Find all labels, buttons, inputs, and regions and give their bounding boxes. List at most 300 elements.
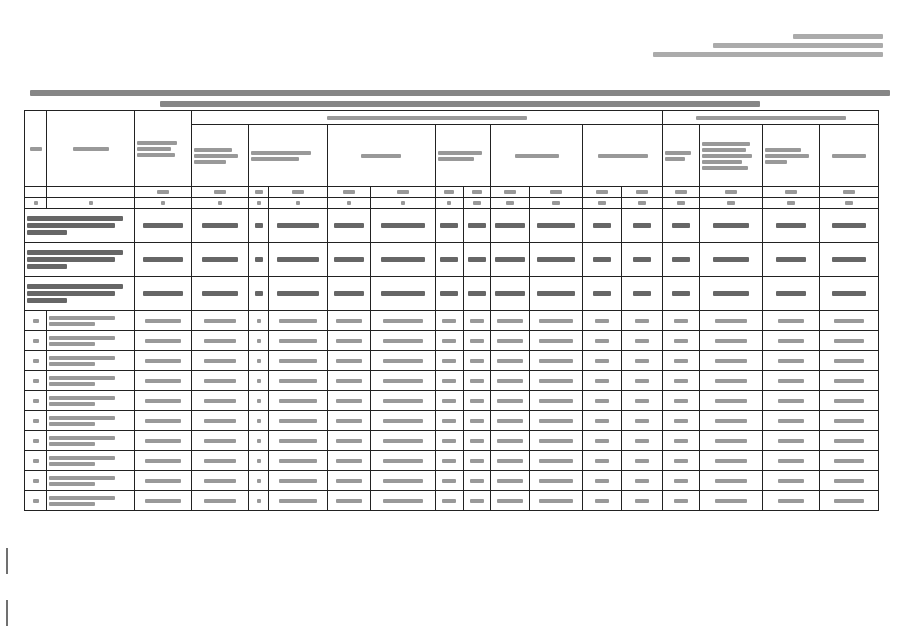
- total-value-cell: [436, 277, 464, 311]
- value-cell: [191, 411, 248, 431]
- group-header: [663, 111, 879, 125]
- column-label: [832, 154, 866, 158]
- total-value: [202, 223, 238, 228]
- unit-cell: [819, 187, 878, 198]
- value-cell: [248, 371, 268, 391]
- row-number-cell: [25, 331, 47, 351]
- cell-value: [204, 459, 236, 463]
- value-cell: [370, 451, 435, 471]
- column-number: [463, 198, 491, 209]
- unit-label: [636, 190, 648, 194]
- total-value-cell: [191, 243, 248, 277]
- total-value: [593, 223, 611, 228]
- value-cell: [135, 491, 191, 511]
- total-value: [633, 291, 651, 296]
- value-cell: [370, 391, 435, 411]
- cell-value: [145, 319, 181, 323]
- unit-label: [675, 190, 687, 194]
- total-value: [202, 291, 238, 296]
- cell-value: [674, 359, 688, 363]
- cell-value: [635, 479, 649, 483]
- value-cell: [530, 351, 583, 371]
- total-value-cell: [530, 277, 583, 311]
- cell-value: [336, 499, 362, 503]
- cell-value: [204, 339, 236, 343]
- value-cell: [370, 351, 435, 371]
- column-header: [436, 125, 491, 187]
- unit-cell: [47, 187, 135, 198]
- total-value-cell: [622, 209, 663, 243]
- total-row: [25, 277, 879, 311]
- unit-cell: [463, 187, 491, 198]
- cell-value: [470, 359, 484, 363]
- cell-value: [834, 419, 864, 423]
- cell-value: [635, 359, 649, 363]
- address-value: [49, 456, 115, 460]
- row-number-cell: [25, 471, 47, 491]
- total-value: [381, 223, 425, 228]
- total-value-cell: [622, 277, 663, 311]
- cell-value: [674, 419, 688, 423]
- value-cell: [819, 491, 878, 511]
- value-cell: [583, 391, 622, 411]
- value-cell: [699, 351, 762, 371]
- address-cell: [47, 471, 135, 491]
- cell-value: [279, 479, 317, 483]
- total-value: [537, 291, 575, 296]
- value-cell: [269, 471, 327, 491]
- value-cell: [135, 391, 191, 411]
- cell-value: [497, 339, 523, 343]
- value-cell: [530, 471, 583, 491]
- value-cell: [763, 431, 819, 451]
- unit-cell: [191, 187, 248, 198]
- value-cell: [699, 451, 762, 471]
- cell-value: [539, 319, 573, 323]
- row-number: [33, 419, 39, 423]
- cell-value: [715, 479, 747, 483]
- value-cell: [269, 491, 327, 511]
- value-cell: [622, 491, 663, 511]
- cell-value: [470, 419, 484, 423]
- cell-value: [204, 439, 236, 443]
- cell-value: [470, 479, 484, 483]
- value-cell: [436, 331, 464, 351]
- total-label: [27, 284, 123, 289]
- cell-value: [257, 399, 261, 403]
- total-value: [277, 257, 319, 262]
- value-cell: [763, 471, 819, 491]
- cell-value: [715, 499, 747, 503]
- cell-value: [442, 319, 456, 323]
- unit-label: [725, 190, 737, 194]
- value-cell: [491, 331, 530, 351]
- column-number: [135, 198, 191, 209]
- table-row: [25, 471, 879, 491]
- value-cell: [622, 391, 663, 411]
- column-number: [47, 198, 135, 209]
- cell-value: [383, 439, 423, 443]
- value-cell: [819, 451, 878, 471]
- total-value: [440, 291, 458, 296]
- cell-value: [778, 479, 804, 483]
- value-cell: [370, 371, 435, 391]
- cell-value: [279, 319, 317, 323]
- value-cell: [663, 311, 700, 331]
- total-label-cell: [25, 277, 135, 311]
- total-value-cell: [819, 277, 878, 311]
- total-value-cell: [530, 243, 583, 277]
- cell-value: [497, 399, 523, 403]
- column-header: [699, 125, 762, 187]
- table-row: [25, 451, 879, 471]
- value-cell: [463, 331, 491, 351]
- column-header: [47, 111, 135, 187]
- column-label: [361, 154, 401, 158]
- total-value: [593, 291, 611, 296]
- group-header: [191, 111, 662, 125]
- row-number: [33, 319, 39, 323]
- column-number: [819, 198, 878, 209]
- column-header: [763, 125, 819, 187]
- address-value: [49, 416, 115, 420]
- total-value: [495, 257, 525, 262]
- total-value-cell: [269, 277, 327, 311]
- cell-value: [257, 479, 261, 483]
- value-cell: [191, 371, 248, 391]
- cell-value: [497, 439, 523, 443]
- value-cell: [583, 491, 622, 511]
- total-value-cell: [763, 277, 819, 311]
- cell-value: [497, 499, 523, 503]
- value-cell: [135, 451, 191, 471]
- unit-cell: [530, 187, 583, 198]
- cell-value: [279, 359, 317, 363]
- column-header: [819, 125, 878, 187]
- value-cell: [191, 351, 248, 371]
- row-number-cell: [25, 431, 47, 451]
- address-value: [49, 376, 115, 380]
- total-value-cell: [819, 209, 878, 243]
- address-cell: [47, 391, 135, 411]
- cell-value: [383, 419, 423, 423]
- table-row: [25, 311, 879, 331]
- total-value-cell: [327, 209, 370, 243]
- cell-value: [145, 379, 181, 383]
- cell-value: [204, 419, 236, 423]
- cell-value: [442, 359, 456, 363]
- cell-value: [204, 479, 236, 483]
- cell-value: [635, 459, 649, 463]
- group-header-label: [327, 116, 527, 120]
- value-cell: [135, 431, 191, 451]
- row-number-cell: [25, 311, 47, 331]
- total-value: [334, 223, 364, 228]
- total-value: [255, 257, 263, 262]
- cell-value: [674, 459, 688, 463]
- cell-value: [674, 399, 688, 403]
- total-value-cell: [436, 209, 464, 243]
- cell-value: [257, 439, 261, 443]
- cell-value: [834, 439, 864, 443]
- cell-value: [336, 379, 362, 383]
- value-cell: [370, 431, 435, 451]
- table-row: [25, 431, 879, 451]
- cell-value: [279, 379, 317, 383]
- value-cell: [191, 431, 248, 451]
- row-number-cell: [25, 351, 47, 371]
- cell-value: [778, 399, 804, 403]
- column-header: [663, 125, 700, 187]
- cell-value: [834, 319, 864, 323]
- row-number-cell: [25, 371, 47, 391]
- column-number: [327, 198, 370, 209]
- value-cell: [327, 451, 370, 471]
- cell-value: [383, 479, 423, 483]
- value-cell: [191, 491, 248, 511]
- total-value: [672, 291, 690, 296]
- cell-value: [204, 399, 236, 403]
- appendix-line: [653, 52, 883, 57]
- value-cell: [135, 411, 191, 431]
- total-value-cell: [327, 243, 370, 277]
- unit-cell: [491, 187, 530, 198]
- cell-value: [257, 499, 261, 503]
- cell-value: [336, 479, 362, 483]
- cell-value: [204, 379, 236, 383]
- cell-value: [715, 379, 747, 383]
- column-header: [327, 125, 435, 187]
- value-cell: [622, 411, 663, 431]
- value-cell: [763, 491, 819, 511]
- cell-value: [336, 339, 362, 343]
- value-cell: [269, 391, 327, 411]
- value-cell: [699, 371, 762, 391]
- total-value-cell: [269, 209, 327, 243]
- cell-value: [834, 379, 864, 383]
- cell-value: [257, 339, 261, 343]
- cell-value: [539, 479, 573, 483]
- total-value-cell: [763, 209, 819, 243]
- address-cell: [47, 411, 135, 431]
- cell-value: [778, 439, 804, 443]
- appendix-line: [793, 34, 883, 39]
- cell-value: [674, 439, 688, 443]
- row-number: [33, 439, 39, 443]
- cell-value: [539, 439, 573, 443]
- value-cell: [819, 371, 878, 391]
- column-header: [135, 111, 191, 187]
- cell-value: [279, 399, 317, 403]
- cell-value: [595, 439, 609, 443]
- cell-value: [635, 339, 649, 343]
- value-cell: [327, 331, 370, 351]
- value-cell: [491, 371, 530, 391]
- total-value-cell: [370, 209, 435, 243]
- column-label: [765, 148, 801, 152]
- cell-value: [336, 359, 362, 363]
- row-number-cell: [25, 391, 47, 411]
- value-cell: [491, 411, 530, 431]
- cell-value: [635, 439, 649, 443]
- unit-label: [214, 190, 226, 194]
- value-cell: [583, 351, 622, 371]
- cell-value: [470, 319, 484, 323]
- unit-label: [397, 190, 409, 194]
- value-cell: [530, 371, 583, 391]
- data-rows: [25, 311, 879, 511]
- total-rows: [25, 209, 879, 311]
- value-cell: [663, 351, 700, 371]
- cell-value: [257, 379, 261, 383]
- cell-value: [539, 359, 573, 363]
- total-value-cell: [135, 277, 191, 311]
- cell-value: [336, 439, 362, 443]
- unit-label: [444, 190, 454, 194]
- column-number: [191, 198, 248, 209]
- cell-value: [595, 499, 609, 503]
- cell-value: [539, 379, 573, 383]
- heading-line: [160, 101, 760, 107]
- cell-value: [442, 419, 456, 423]
- total-row: [25, 243, 879, 277]
- value-cell: [699, 331, 762, 351]
- value-cell: [699, 491, 762, 511]
- total-value: [832, 257, 866, 262]
- total-value: [713, 291, 749, 296]
- total-value-cell: [135, 243, 191, 277]
- unit-label: [343, 190, 355, 194]
- value-cell: [463, 451, 491, 471]
- cell-value: [257, 319, 261, 323]
- cell-value: [674, 319, 688, 323]
- value-cell: [663, 331, 700, 351]
- value-cell: [622, 471, 663, 491]
- value-cell: [370, 471, 435, 491]
- address-value: [49, 356, 115, 360]
- value-cell: [491, 311, 530, 331]
- column-number: [269, 198, 327, 209]
- cell-value: [778, 459, 804, 463]
- total-value: [143, 291, 183, 296]
- total-value: [537, 257, 575, 262]
- cell-value: [778, 319, 804, 323]
- unit-label: [472, 190, 482, 194]
- column-label: [251, 151, 311, 155]
- cell-value: [145, 439, 181, 443]
- register-table: [24, 110, 879, 511]
- total-value-cell: [491, 209, 530, 243]
- cell-value: [470, 439, 484, 443]
- total-value-cell: [370, 243, 435, 277]
- cell-value: [336, 419, 362, 423]
- cell-value: [470, 339, 484, 343]
- cell-value: [497, 479, 523, 483]
- cell-value: [279, 339, 317, 343]
- value-cell: [248, 471, 268, 491]
- cell-value: [279, 419, 317, 423]
- cell-value: [778, 419, 804, 423]
- value-cell: [135, 351, 191, 371]
- total-value: [776, 291, 806, 296]
- column-label: [194, 148, 232, 152]
- appendix-block: [653, 34, 883, 57]
- unit-label: [785, 190, 797, 194]
- unit-cell: [370, 187, 435, 198]
- value-cell: [819, 471, 878, 491]
- cell-value: [715, 359, 747, 363]
- total-value-cell: [248, 277, 268, 311]
- total-value-cell: [763, 243, 819, 277]
- value-cell: [763, 331, 819, 351]
- value-cell: [583, 431, 622, 451]
- address-cell: [47, 331, 135, 351]
- cell-value: [470, 399, 484, 403]
- value-cell: [583, 471, 622, 491]
- cell-value: [145, 459, 181, 463]
- row-number-cell: [25, 491, 47, 511]
- cell-value: [497, 359, 523, 363]
- value-cell: [530, 311, 583, 331]
- column-number: [370, 198, 435, 209]
- total-value-cell: [663, 277, 700, 311]
- value-cell: [699, 391, 762, 411]
- column-number: [248, 198, 268, 209]
- value-cell: [248, 351, 268, 371]
- address-cell: [47, 311, 135, 331]
- cell-value: [635, 499, 649, 503]
- value-cell: [763, 391, 819, 411]
- appendix-line: [713, 43, 883, 48]
- cell-value: [674, 339, 688, 343]
- column-number: [763, 198, 819, 209]
- total-value-cell: [463, 243, 491, 277]
- value-cell: [763, 371, 819, 391]
- column-label: [438, 151, 482, 155]
- cell-value: [715, 419, 747, 423]
- column-number: [663, 198, 700, 209]
- value-cell: [663, 371, 700, 391]
- total-value-cell: [436, 243, 464, 277]
- total-value: [468, 257, 486, 262]
- total-value-cell: [463, 209, 491, 243]
- value-cell: [463, 351, 491, 371]
- unit-label: [255, 190, 263, 194]
- value-cell: [530, 491, 583, 511]
- cell-value: [442, 379, 456, 383]
- value-cell: [763, 451, 819, 471]
- total-label-cell: [25, 243, 135, 277]
- cell-value: [204, 319, 236, 323]
- cell-value: [715, 339, 747, 343]
- cell-value: [470, 379, 484, 383]
- value-cell: [663, 471, 700, 491]
- value-cell: [370, 311, 435, 331]
- group-header-label: [696, 116, 846, 120]
- value-cell: [463, 371, 491, 391]
- value-cell: [491, 351, 530, 371]
- cell-value: [715, 459, 747, 463]
- value-cell: [663, 411, 700, 431]
- value-cell: [436, 451, 464, 471]
- value-cell: [370, 411, 435, 431]
- column-label: [137, 141, 177, 145]
- total-value: [468, 291, 486, 296]
- cell-value: [383, 339, 423, 343]
- cell-value: [145, 419, 181, 423]
- cell-value: [145, 499, 181, 503]
- value-cell: [530, 431, 583, 451]
